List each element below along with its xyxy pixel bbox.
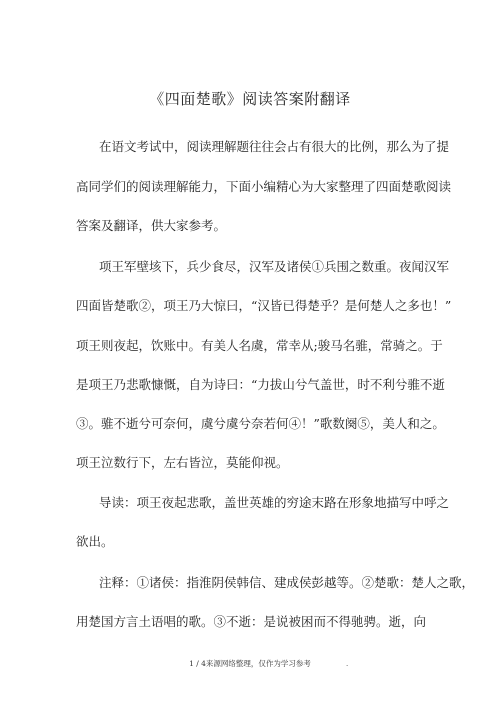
paragraph-line: ③。骓不逝兮可奈何，虞兮虞兮奈若何④！”歌数阕⑤，美人和之。 [76,416,445,431]
paragraph-line: 项王泣数行下，左右皆泣，莫能仰视。 [76,455,289,470]
paragraph-line: 导读：项王夜起悲歌，盖世英雄的穷途末路在形象地描写中呼之 [99,495,450,510]
paragraph-line: 答案及翻译，供大家参考。 [76,218,227,233]
page-footer: 1 / 4来源网络整理，仅作为学习参考 [189,659,311,668]
document-title: 《四面楚歌》阅读答案附翻译 [149,90,351,108]
paragraph-line: 高同学们的阅读理解能力，下面小编精心为大家整理了四面楚歌阅读 [76,179,452,194]
paragraph-line: 用楚国方言土语唱的歌。③不逝：是说被困而不得驰骋。逝，向 [76,614,427,629]
paragraph-line: 是项王乃悲歌慷慨，自为诗曰：“力拔山兮气盖世，时不利兮骓不逝 [76,377,445,392]
paragraph-line: 在语文考试中，阅读理解题往往会占有很大的比例，那么为了提 [99,139,450,154]
paragraph-line: 四面皆楚歌②，项王乃大惊曰，“汉皆已得楚乎？是何楚人之多也！” [76,298,452,313]
paragraph-line: 注释：①诸侯：指淮阴侯韩信、建成侯彭越等。②楚歌：楚人之歌， [99,575,475,590]
paragraph-line: 项王则夜起，饮账中。有美人名虞，常幸从;骏马名骓，常骑之。于 [76,338,443,353]
footer-mark: . [346,660,349,668]
paragraph-line: 项王军壁垓下，兵少食尽，汉军及诸侯①兵围之数重。夜闻汉军 [99,259,450,274]
paragraph-line: 欲出。 [76,534,114,549]
